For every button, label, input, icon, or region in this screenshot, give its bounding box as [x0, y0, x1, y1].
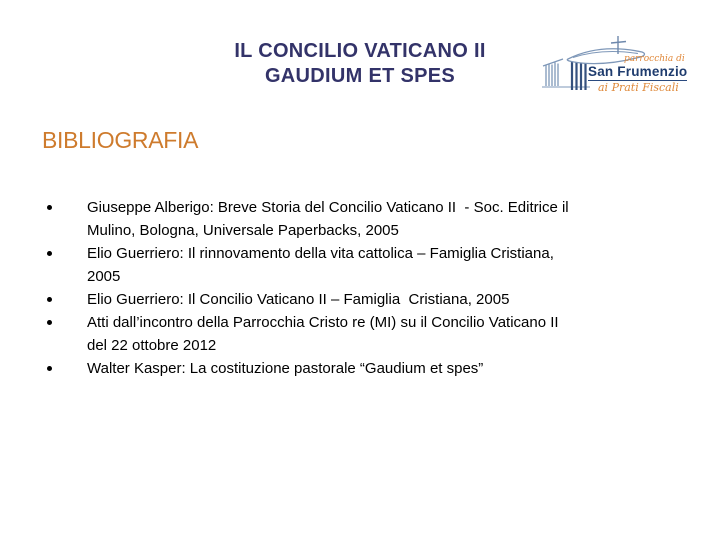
logo-parrocchia-label: parrocchia di [624, 54, 685, 64]
list-item-line: del 22 ottobre 2012 [87, 337, 217, 354]
logo-parish-name: San Frumenzio [588, 64, 688, 79]
list-item-line: Elio Guerriero: Il Concilio Vaticano II – Famiglia Cristiana, 2005 [87, 291, 510, 308]
list-item-line: Mulino, Bologna, Universale Paperbacks, 2005 [87, 222, 399, 239]
parish-logo [538, 28, 718, 100]
bullet-icon [47, 320, 52, 325]
list-item-line: Walter Kasper: La costituzione pastorale “Gaudium et spes” [87, 360, 484, 377]
bullet-icon [47, 251, 52, 256]
slide-title-line2: GAUDIUM ET SPES [264, 65, 456, 87]
slide-title-line1: IL CONCILIO VATICANO II [234, 40, 486, 62]
bullet-icon [47, 205, 52, 210]
list-item [44, 357, 704, 380]
section-heading: BIBLIOGRAFIA [42, 127, 199, 153]
bibliography-list [44, 196, 704, 380]
list-item-line: Elio Guerriero: Il rinnovamento della vita cattolica – Famiglia Cristiana, [87, 245, 554, 262]
bullet-icon [47, 366, 52, 371]
logo-parish-subtitle: ai Prati Fiscali [598, 81, 679, 94]
list-item [44, 242, 704, 288]
list-item [44, 288, 704, 311]
list-item-line: Giuseppe Alberigo: Breve Storia del Concilio Vaticano II - Soc. Editrice il [87, 199, 569, 216]
list-item-line: 2005 [87, 268, 121, 285]
list-item-line: Atti dall’incontro della Parrocchia Cristo re (MI) su il Concilio Vaticano II [87, 314, 559, 331]
bullet-icon [47, 297, 52, 302]
list-item [44, 311, 704, 357]
list-item [44, 196, 704, 242]
